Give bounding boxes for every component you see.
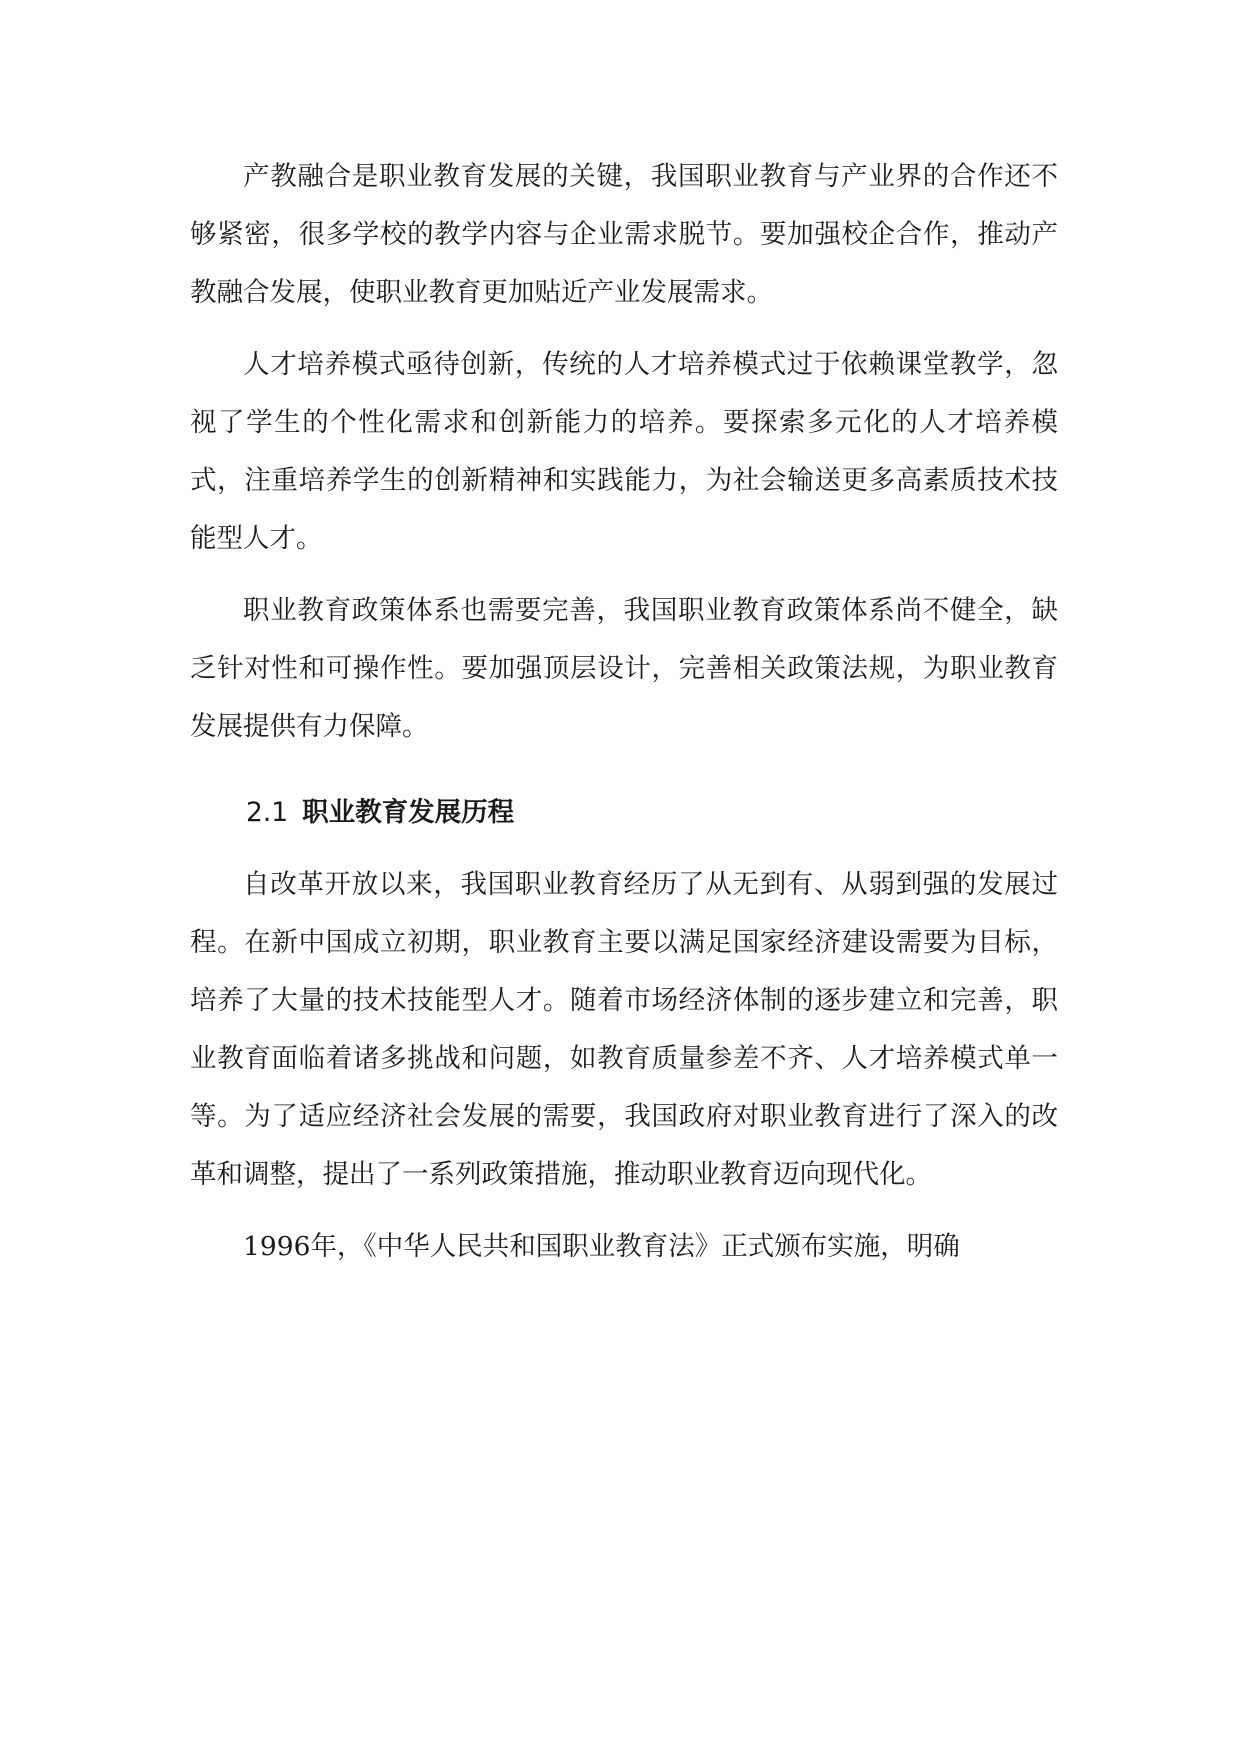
section-title: 职业教育发展历程 — [302, 797, 515, 828]
section-heading — [190, 784, 1058, 842]
section-number: 2.1 — [246, 797, 289, 828]
paragraph-industry-education-integration: 产教融合是职业教育发展的关键，我国职业教育与产业界的合作还不够紧密，很多学校的教学内容与企业需求脱节。要加强校企合作，推动产教融合发展，使职业教育更加贴近产业发展需求。 — [190, 161, 1058, 308]
document-body — [190, 148, 1058, 1290]
paragraph-policy-system: 职业教育政策体系也需要完善，我国职业教育政策体系尚不健全，缺乏针对性和可操作性。要加强顶层设计，完善相关政策法规，为职业教育发展提供有力保障。 — [190, 595, 1058, 742]
paragraph-vocational-education-law: 1996年，《中华人民共和国职业教育法》正式颁布实施，明确 — [243, 1231, 960, 1262]
paragraph-development-history: 自改革开放以来，我国职业教育经历了从无到有、从弱到强的发展过程。在新中国成立初期，职业教育主要以满足国家经济建设需要为目标，培养了大量的技术技能型人才。随着市场经济体制的逐步建立和完善，职业教育面临着诸多挑战和问题，如教育质量参差不齐、人才培养模式单一等。为了适应经济社会发展的需要，我国政府对职业教育进行了深入的改革和调整，提出了一系列政策措施，推动职业教育迈向现代化。 — [190, 869, 1058, 1190]
paragraph-talent-training-mode: 人才培养模式亟待创新，传统的人才培养模式过于依赖课堂教学，忽视了学生的个性化需求和创新能力的培养。要探索多元化的人才培养模式，注重培养学生的创新精神和实践能力，为社会输送更多高素质技术技能型人才。 — [190, 349, 1058, 554]
